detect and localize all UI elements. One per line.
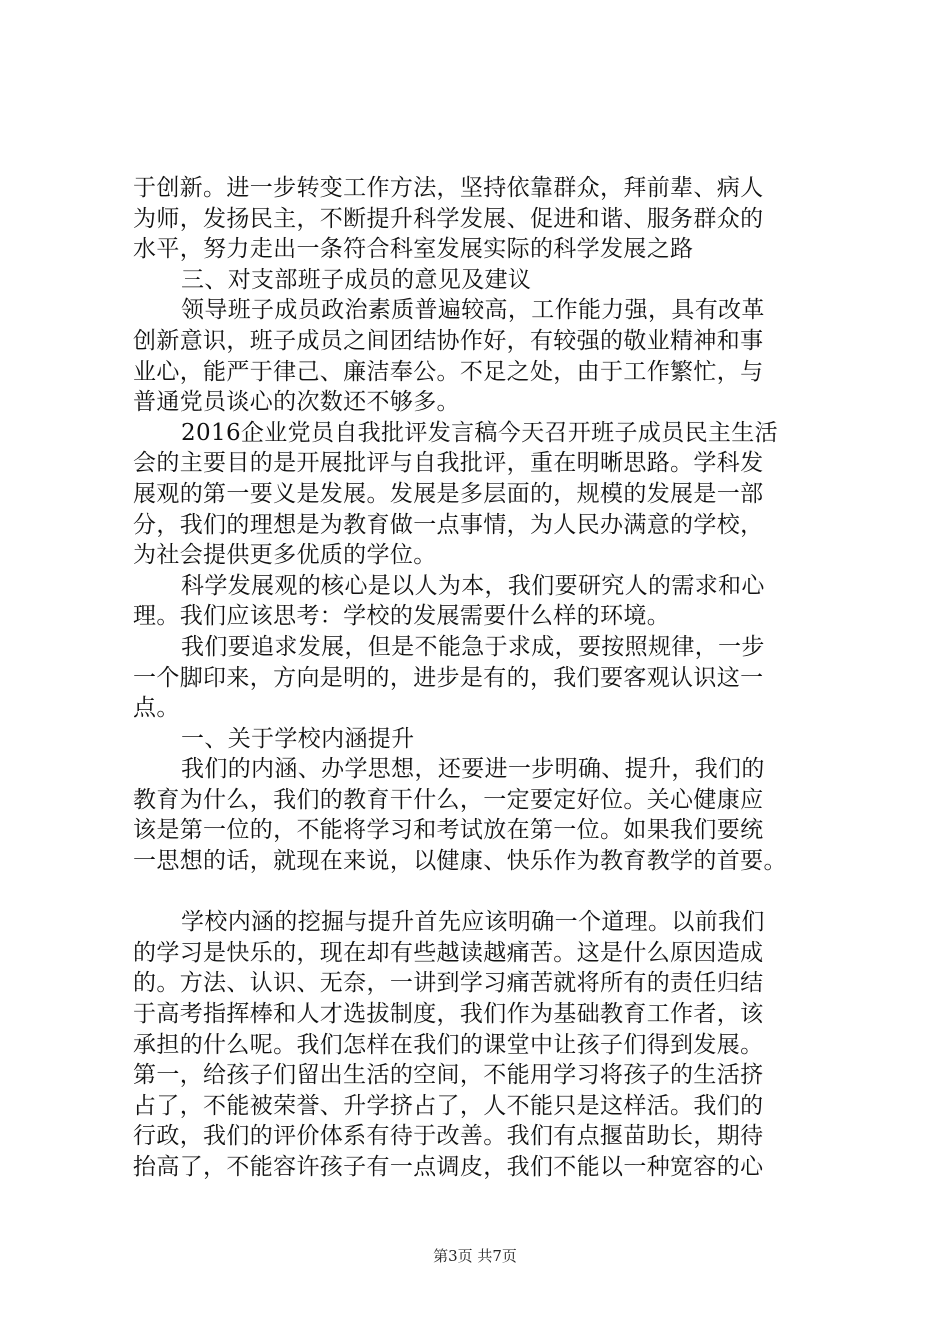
text-line: 领导班子成员政治素质普遍较高，工作能力强，具有改革 bbox=[181, 297, 765, 324]
text-line: 创新意识，班子成员之间团结协作好，有较强的敬业精神和事 bbox=[133, 327, 764, 354]
text-line: 业心，能严于律己、廉洁奉公。不足之处，由于工作繁忙，与 bbox=[133, 358, 764, 385]
page-footer: 第3页 共7页 bbox=[433, 1247, 517, 1265]
text-line: 2016企业党员自我批评发言稿今天召开班子成员民主生活 bbox=[181, 419, 778, 446]
text-line: 于高考指挥棒和人才选拔制度，我们作为基础教育工作者，该 bbox=[133, 1001, 764, 1028]
text-line: 占了，不能被荣誉、升学挤占了，人不能只是这样活。我们的 bbox=[133, 1092, 764, 1119]
text-line: 普通党员谈心的次数还不够多。 bbox=[133, 389, 460, 416]
text-line: 三、对支部班子成员的意见及建议 bbox=[181, 266, 532, 293]
text-line: 会的主要目的是开展批评与自我批评，重在明晰思路。学科发 bbox=[133, 450, 764, 477]
text-line: 该是第一位的，不能将学习和考试放在第一位。如果我们要统 bbox=[133, 817, 764, 844]
blank-line bbox=[133, 877, 833, 908]
text-line: 的学习是快乐的，现在却有些越读越痛苦。这是什么原因造成 bbox=[133, 939, 764, 966]
text-line: 一思想的话，就现在来说，以健康、快乐作为教育教学的首要。 bbox=[133, 848, 787, 875]
text-line: 于创新。进一步转变工作方法，坚持依靠群众，拜前辈、病人 bbox=[133, 175, 764, 201]
text-line: 第一，给孩子们留出生活的空间，不能用学习将孩子的生活挤 bbox=[133, 1062, 764, 1089]
text-line: 展观的第一要义是发展。发展是多层面的，规模的发展是一部 bbox=[133, 480, 764, 507]
text-line: 行政，我们的评价体系有待于改善。我们有点揠苗助长，期待 bbox=[133, 1123, 764, 1150]
text-line: 为社会提供更多优质的学位。 bbox=[133, 542, 437, 569]
text-line: 的。方法、认识、无奈，一讲到学习痛苦就将所有的责任归结 bbox=[133, 970, 764, 997]
document-body bbox=[133, 173, 833, 1183]
text-line: 学校内涵的挖掘与提升首先应该明确一个道理。以前我们 bbox=[181, 909, 765, 936]
text-line: 分，我们的理想是为教育做一点事情，为人民办满意的学校， bbox=[133, 511, 764, 538]
text-line: 抬高了，不能容许孩子有一点调皮，我们不能以一种宽容的心 bbox=[133, 1154, 764, 1180]
text-line: 教育为什么，我们的教育干什么，一定要定好位。关心健康应 bbox=[133, 786, 764, 813]
text-line: 科学发展观的核心是以人为本，我们要研究人的需求和心 bbox=[181, 572, 765, 599]
text-line: 一、关于学校内涵提升 bbox=[181, 725, 415, 752]
text-line: 理。我们应该思考：学校的发展需要什么样的环境。 bbox=[133, 603, 671, 630]
text-line: 承担的什么呢。我们怎样在我们的课堂中让孩子们得到发展。 bbox=[133, 1031, 764, 1058]
text-line: 一个脚印来，方向是明的，进步是有的，我们要客观认识这一 bbox=[133, 664, 764, 691]
text-line: 水平，努力走出一条符合科室发展实际的科学发展之路 bbox=[133, 236, 694, 263]
text-line: 我们要追求发展，但是不能急于求成，要按照规律，一步 bbox=[181, 633, 765, 660]
text-line: 我们的内涵、办学思想，还要进一步明确、提升，我们的 bbox=[181, 756, 765, 783]
text-line: 为师，发扬民主，不断提升科学发展、促进和谐、服务群众的 bbox=[133, 205, 764, 232]
text-line: 点。 bbox=[133, 695, 180, 722]
